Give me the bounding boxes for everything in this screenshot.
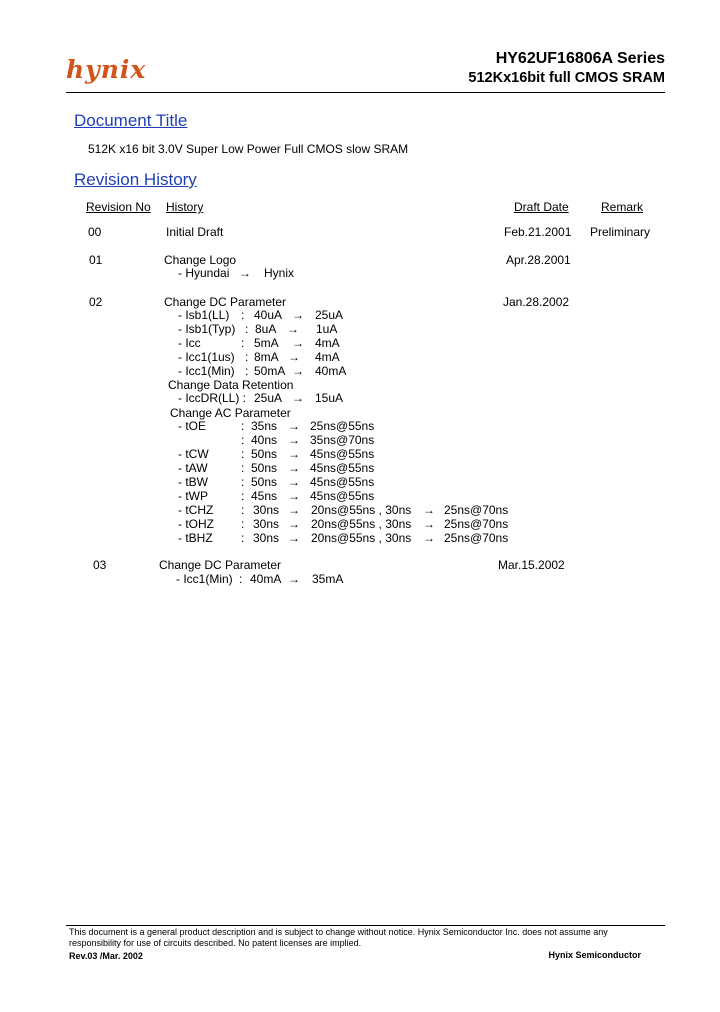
rev-03-history: Change DC Parameter [159, 558, 282, 572]
dc-param-from: 5mA [254, 336, 279, 350]
ac-param-from: 50ns [251, 461, 278, 475]
dc-param-to: 40mA [315, 364, 347, 378]
rev-00-remark: Preliminary [590, 225, 651, 239]
ac-param-colon: : [241, 517, 245, 531]
ac-param-name: - tCW [178, 447, 209, 461]
arrow-icon: → [288, 461, 300, 475]
ac-param-from: 35ns [251, 419, 278, 433]
arrow-icon: → [288, 419, 300, 433]
ac-param-from: 40ns [251, 433, 278, 447]
arrow-icon: → [288, 447, 300, 461]
arrow-icon: → [287, 322, 299, 336]
arrow-icon: → [292, 336, 304, 350]
ac-param-name: - tCHZ [178, 503, 214, 517]
dc-param-name: - Icc1(Min) [178, 364, 235, 378]
document-title-heading: Document Title [74, 111, 188, 130]
ac-param-to: 35ns@70ns [310, 433, 375, 447]
ac-param-colon: : [241, 531, 245, 545]
ac-param-name: - tBW [178, 475, 208, 489]
arrow-icon: → [288, 350, 300, 364]
rev-02-date: Jan.28.2002 [503, 295, 570, 309]
ac-param-to: 20ns@55ns , 30ns [311, 503, 412, 517]
rev-01-to: Hynix [264, 266, 295, 280]
ac-param-colon: : [241, 419, 245, 433]
ac-param-colon: : [241, 489, 245, 503]
dc-param-from: 50mA [254, 364, 286, 378]
ac-param-from: 50ns [251, 447, 278, 461]
arrow-icon: → [288, 503, 300, 517]
rev-01-date: Apr.28.2001 [506, 253, 571, 267]
ac-param-colon: : [241, 461, 245, 475]
ac-param-to: 25ns@55ns [310, 419, 375, 433]
col-history: History [166, 200, 204, 214]
arrow-icon: → [288, 517, 300, 531]
arrow-icon: → [288, 433, 300, 447]
dc-param-colon: : [241, 336, 245, 350]
arrow-icon: → [423, 503, 435, 517]
arrow-icon: → [292, 364, 304, 378]
data-retention-heading: Change Data Retention [168, 378, 294, 392]
ac-param-name: - tOE [178, 419, 207, 433]
dc-param-name: - Icc [178, 336, 201, 350]
arrow-icon: → [292, 308, 304, 322]
dc-param-name: - Isb1(Typ) [178, 322, 236, 336]
dc-param-colon: : [245, 350, 249, 364]
col-draft-date: Draft Date [514, 200, 569, 214]
dc-param-to: 1uA [316, 322, 338, 336]
header-divider [66, 92, 665, 93]
series-title: HY62UF16806A Series [495, 50, 665, 67]
dc-param-from: 8mA [254, 350, 279, 364]
footer-disclaimer-line1: This document is a general product description and is subject to change without notice. Hynix Semiconductor Inc. does not assume any [69, 927, 608, 937]
arrow-icon: → [288, 572, 300, 586]
ac-param-colon: : [241, 433, 245, 447]
ac-param-to: 20ns@55ns , 30ns [311, 517, 412, 531]
rev-01-history: Change Logo [164, 253, 237, 267]
dc-param-name: - Icc1(1us) [178, 350, 235, 364]
ac-param-to: 45ns@55ns [310, 461, 375, 475]
dc-param-name: - Isb1(LL) [178, 308, 230, 322]
rev-00-history: Initial Draft [166, 225, 224, 239]
rev-03-param-colon: : [239, 572, 243, 586]
ac-parameter-heading: Change AC Parameter [170, 406, 291, 420]
col-revision-no: Revision No [86, 200, 151, 214]
ac-param-colon: : [241, 447, 245, 461]
footer-company: Hynix Semiconductor [548, 950, 641, 960]
ac-param-from: 50ns [251, 475, 278, 489]
ac-param-from: 45ns [251, 489, 278, 503]
dc-param-from: 40uA [254, 308, 283, 322]
ac-param-to: 45ns@55ns [310, 475, 375, 489]
product-subtitle: 512Kx16bit full CMOS SRAM [468, 70, 665, 86]
arrow-icon: → [288, 489, 300, 503]
dc-param-to: 4mA [315, 350, 340, 364]
rev-01-from: - Hyundai [178, 266, 230, 280]
ac-param-to: 20ns@55ns , 30ns [311, 531, 412, 545]
ac-param-to: 45ns@55ns [310, 447, 375, 461]
ac-param-to: 45ns@55ns [310, 489, 375, 503]
rev-00-no: 00 [88, 225, 102, 239]
retention-param-to: 15uA [315, 391, 344, 405]
rev-03-param-from: 40mA [250, 572, 282, 586]
dc-param-to: 25uA [315, 308, 344, 322]
rev-03-no: 03 [93, 558, 107, 572]
hynix-logo: hynix [66, 55, 147, 84]
ac-param-from: 30ns [253, 503, 280, 517]
revision-history-heading: Revision History [74, 170, 197, 189]
rev-02-history: Change DC Parameter [164, 295, 287, 309]
ac-param-name: - tWP [178, 489, 208, 503]
ac-param-colon: : [241, 475, 245, 489]
ac-param-from: 30ns [253, 517, 280, 531]
ac-param-colon: : [241, 503, 245, 517]
ac-param-to-alt: 25ns@70ns [444, 503, 509, 517]
arrow-icon: → [239, 266, 251, 280]
arrow-icon: → [423, 531, 435, 545]
rev-03-date: Mar.15.2002 [498, 558, 565, 572]
ac-param-name: - tOHZ [178, 517, 214, 531]
ac-param-to-alt: 25ns@70ns [444, 517, 509, 531]
rev-02-no: 02 [89, 295, 103, 309]
ac-param-from: 30ns [253, 531, 280, 545]
rev-03-param-to: 35mA [312, 572, 344, 586]
retention-param-name: - IccDR(LL) : [178, 391, 247, 405]
rev-01-no: 01 [89, 253, 103, 267]
arrow-icon: → [292, 391, 304, 405]
arrow-icon: → [288, 475, 300, 489]
dc-param-colon: : [245, 364, 249, 378]
dc-param-colon: : [241, 308, 245, 322]
retention-param-from: 25uA [254, 391, 283, 405]
ac-param-to-alt: 25ns@70ns [444, 531, 509, 545]
arrow-icon: → [288, 531, 300, 545]
footer-divider [66, 925, 665, 926]
dc-param-to: 4mA [315, 336, 340, 350]
dc-param-colon: : [245, 322, 249, 336]
ac-param-name: - tAW [178, 461, 208, 475]
rev-03-param-name: - Icc1(Min) [176, 572, 233, 586]
footer-revision: Rev.03 /Mar. 2002 [69, 951, 143, 961]
document-title-text: 512K x16 bit 3.0V Super Low Power Full CMOS slow SRAM [88, 142, 409, 156]
ac-param-name: - tBHZ [178, 531, 213, 545]
arrow-icon: → [423, 517, 435, 531]
col-remark: Remark [601, 200, 644, 214]
dc-param-from: 8uA [255, 322, 277, 336]
footer-disclaimer-line2: responsibility for use of circuits described. No patent licenses are implied. [69, 938, 362, 948]
rev-00-date: Feb.21.2001 [504, 225, 572, 239]
